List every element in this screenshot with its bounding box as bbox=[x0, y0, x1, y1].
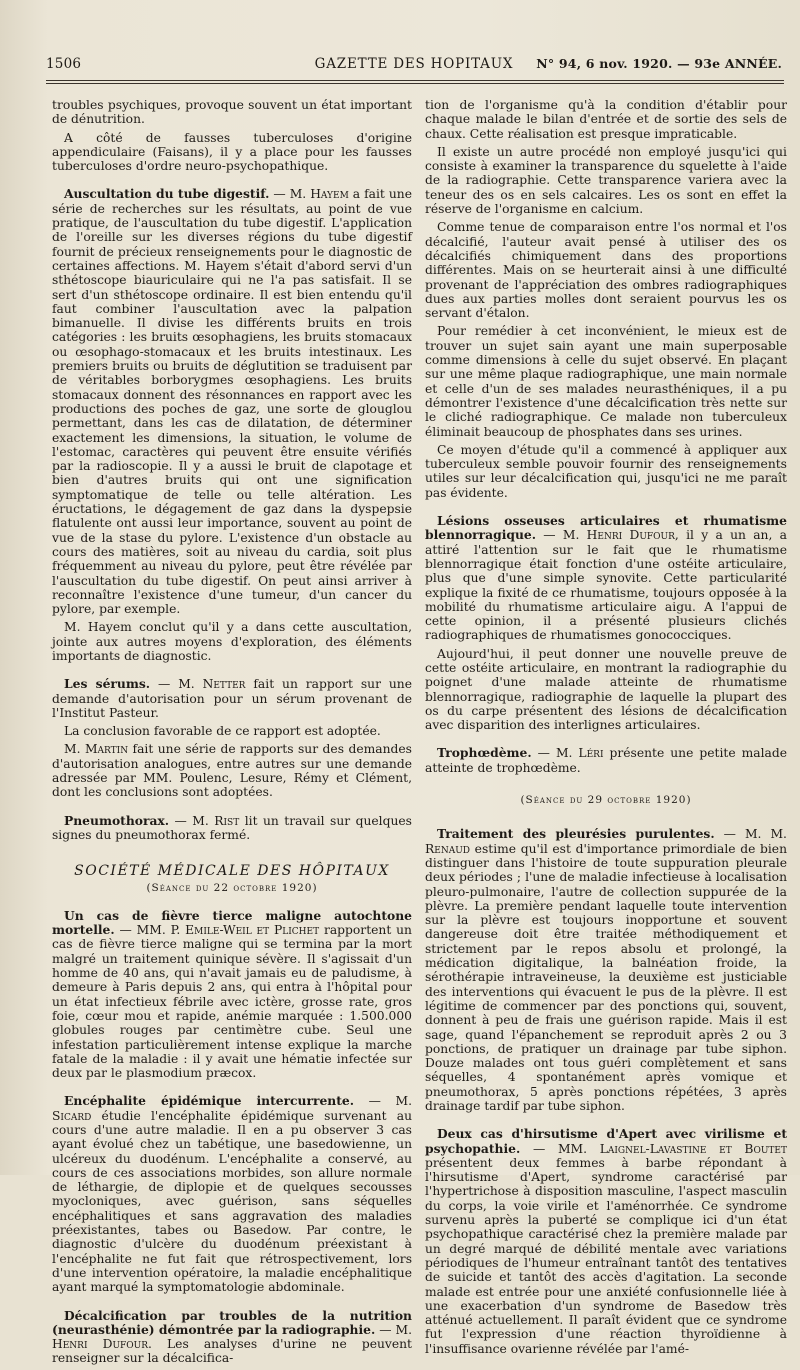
article-title: Trophœdème. bbox=[437, 745, 532, 761]
article-decalcification: Décalcification par troubles de la nutrition (neurasthénie) démontrée par la radiographie. — M. Henri Dufour. Les analyses d'urine ne peuvent renseigner sur la décalcifica- bbox=[52, 1307, 412, 1366]
paragraph: M. Hayem conclut qu'il y a dans cette auscultation, jointe aux autres moyens d'exploration, des éléments importants de diagnostic. bbox=[52, 620, 412, 663]
article-pneumothorax: Pneumothorax. — M. Rist lit un travail sur quelques signes du pneumothorax fermé. bbox=[52, 812, 412, 842]
paragraph: troubles psychiques, provoque souvent un état important de dénutrition. bbox=[52, 98, 412, 127]
paragraph: tion de l'organisme qu'à la condition d'établir pour chaque malade le bilan d'entrée et de sortie des sels de chaux. Cette réalisation est presque impraticable. bbox=[425, 98, 787, 141]
article-pleuresies: Traitement des pleurésies purulentes. — M. M. Renaud estime qu'il est d'importance primordiale de bien distinguer dans l'histoire de toute suppuration pleurale deux périodes ; l'une de maladie infectieuse à localisation pleuro-pulmonaire, l'autre de collection suppurée de la plèvre. La première pendant laquelle toute intervention sur la plèvre est toujours inopportune et souvent dangereuse doit être traitée méthodiquement et strictement par le repos absolu et prolongé, la médication digitalique, la balnéation froide, la sérothérapie intraveineuse, la deuxième est justiciable des interventions qui évacuent le pus de la plèvre. Il est légitime de commencer par des ponctions qui, souvent, donnent à peu de frais une guérison rapide. Mais il est sage, quand l'épanchement se reproduit après 2 ou 3 ponctions, de pratiquer un drainage par tube siphon. Douze malades ont tous guéri complètement et sans séquelles, 4 spontanément après vomique et pneumothorax, 5 après ponctions répétées, 3 après drainage tardif par tube siphon. bbox=[425, 826, 787, 1113]
article-title: Un cas de fièvre tierce maligne autochtone mortelle. bbox=[52, 907, 412, 938]
article-title: Les sérums. bbox=[64, 676, 151, 692]
article-title: Encéphalite épidémique intercurrente. bbox=[64, 1093, 354, 1109]
paragraph: Ce moyen d'étude qu'il a commencé à appliquer aux tuberculeux semble pouvoir fournir des renseignements utiles sur leur décalcification qui, jusqu'ici ne me paraît pas évidente. bbox=[425, 442, 787, 500]
author: M. Martin bbox=[64, 742, 129, 757]
article-title: Lésions osseuses articulaires et rhumatisme blennorragique. bbox=[425, 513, 787, 543]
paragraph: Comme tenue de comparaison entre l'os normal et l'os décalcifié, l'auteur avait pensé à utiliser des os décalcifiés chimiquement dans des proportions différentes. Mais on se heurterait ainsi à une difficulté provenant de l'appréciation des ombres radiographiques dues aux parties molles dont seraient pourvus les os servant d'étalon. bbox=[425, 220, 787, 321]
left-column bbox=[52, 98, 412, 1370]
page-header bbox=[46, 56, 782, 76]
article-body: a fait une série de recherches sur les résultats, au point de vue pratique, de l'auscultation du tube digestif. L'application de l'oreille sur les diverses régions du tube digestif fournit de précieux renseignements pour le diagnostic de certaines affections. M. Hayem s'était d'abord servi d'un sthétoscope biauriculaire qui ne l'a pas satisfait. Il se sert d'un sthétoscope ordinaire. Il est bien entendu qu'il faut combiner l'auscultation avec la palpation bimanuelle. Il divise les différents bruits en trois catégories : les bruits œsophagiens, les bruits stomacaux ou œsophago-stomacaux et les bruits intestinaux. Les premiers bruits ou bruits de déglutition se traduisent par de véritables borborygmes œsophagiens. Les bruits stomacaux donnent des résonnances en rapport avec les productions des poches de gaz, une sorte de glouglou permettant, dans les cas de dilatation, de déterminer exactement les dimensions, la situation, le volume de l'estomac, caractères qui peuvent être ensuite vérifiés par la radioscopie. Il y a aussi le bruit de clapotage et bien d'autres bruits qui ont une signification symptomatique de telle ou telle altération. Les éructations, le dégagement de gaz dans la dyspepsie flatulente ont aussi leur importance, souvent au point de vue de la stase du pylore. L'existence d'un obstacle au cours des matières, soit au niveau du cardia, soit plus fréquemment au niveau du pylore, peut être révélée par l'auscultation du tube digestif. On peut ainsi arriver à reconnaître l'existence d'une tumeur, d'un cancer du pylore, par exemple. bbox=[52, 187, 412, 617]
seance-date: (Séance du 22 octobre 1920) bbox=[146, 881, 318, 894]
article-auscultation: Auscultation du tube digestif. — M. Hayem a fait une série de recherches sur les résultats, au point de vue pratique, de l'auscultation du tube digestif. L'application de l'oreille sur les diverses régions du tube digestif fournit de précieux renseignements pour le diagnostic de certaines affections. M. Hayem s'était d'abord servi d'un sthétoscope biauriculaire qui ne l'a pas satisfait. Il se sert d'un sthétoscope ordinaire. Il est bien entendu qu'il faut combiner l'auscultation avec la palpation bimanuelle. Il divise les différents bruits en trois catégories : les bruits œsophagiens, les bruits stomacaux ou œsophago-stomacaux et les bruits intestinaux. Les premiers bruits ou bruits de déglutition se traduisent par de véritables borborygmes œsophagiens. Les bruits stomacaux donnent des résonnances en rapport avec les productions des poches de gaz, une sorte de glouglou permettant, dans les cas de dilatation, de déterminer exactement les dimensions, la situation, le volume de l'estomac, caractères qui peuvent être ensuite vérifiés par la radioscopie. Il y a aussi le bruit de clapotage et bien d'autres bruits qui ont une signification symptomatique de telle ou telle altération. Les éructations, le dégagement de gaz dans la dyspepsie flatulente ont aussi leur importance, souvent au point de vue de la stase du pylore. L'existence d'un obstacle au cours des matières, soit au niveau du cardia, soit plus fréquemment au niveau du pylore, peut être révélée par l'auscultation du tube digestif. On peut ainsi arriver à reconnaître l'existence d'une tumeur, d'un cancer du pylore, par exemple. bbox=[52, 186, 412, 617]
author: M. Sicard bbox=[52, 1094, 412, 1123]
article-body: fait un rapport sur une demande d'autorisation pour un sérum provenant de l'Institut Pasteur. bbox=[52, 677, 413, 720]
author: M. M. Renaud bbox=[425, 827, 787, 856]
article-serums: Les sérums. — M. Netter fait un rapport sur une demande d'autorisation pour un sérum provenant de l'Institut Pasteur. bbox=[52, 676, 413, 720]
article-lesions: Lésions osseuses articulaires et rhumatisme blennorragique. — M. Henri Dufour, il y a un an, a attiré l'attention sur le fait que le rhumatisme blennorragique était fonction d'une ostéite articulaire, plus que d'une simple synovite. Cette particularité explique la fixité de ce rhumatisme, toujours opposée à la mobilité du rhumatisme articulaire aigu. A l'appui de cette opinion, il a présenté plusieurs clichés radiographiques de rhumatismes gonococciques. bbox=[425, 513, 787, 643]
article-body: lit un travail sur quelques signes du pneumothorax fermé. bbox=[52, 813, 412, 842]
article-body: estime qu'il est d'importance primordiale de bien distinguer dans l'histoire de toute suppuration pleurale deux périodes ; l'une de maladie infectieuse à localisation pleuro-pulmonaire, l'autre de collection suppurée de la plèvre. La première pendant laquelle toute intervention sur la plèvre est toujours inopportune et souvent dangereuse doit être traitée méthodiquement et strictement par le repos absolu et prolongé, la médication digitalique, la balnéation froide, la sérothérapie intraveineuse, la deuxième est justiciable des interventions qui évacuent le pus de la plèvre. Il est légitime de commencer par des ponctions qui, souvent, donnent à peu de frais une guérison rapide. Mais il est sage, quand l'épanchement se reproduit après 2 ou 3 ponctions, de pratiquer un drainage par tube siphon. Douze malades ont tous guéri complètement et sans séquelles, 4 spontanément après vomique et pneumothorax, 5 après ponctions répétées, 3 après drainage tardif par tube siphon. bbox=[425, 841, 787, 1113]
society-heading: SOCIÉTÉ MÉDICALE DES HÔPITAUX bbox=[74, 863, 390, 880]
author: M. Henri Dufour. bbox=[52, 1322, 412, 1352]
article-title: Traitement des pleurésies purulentes. bbox=[437, 826, 715, 842]
paragraph: Aujourd'hui, il peut donner une nouvelle preuve de cette ostéite articulaire, en montrant la radiographie du poignet d'une malade atteinte de rhumatisme blennorragique, radiographie de laquelle la plupart des os du carpe présentent des lésions de décalcification avec disparition des interlignes articulaires. bbox=[425, 646, 787, 733]
article-title: Auscultation du tube digestif. bbox=[64, 186, 270, 202]
article-title: Décalcification par troubles de la nutrition (neurasthénie) démontrée par la radiographie. bbox=[52, 1307, 412, 1337]
paragraph: La conclusion favorable de ce rapport est adoptée. bbox=[64, 724, 381, 739]
paragraph: A côté de fausses tuberculoses d'origine appendiculaire (Faisans), il y a place pour les fausses tuberculoses d'ordre neuro-psychopathique. bbox=[52, 130, 412, 174]
article-body: présente une petite malade atteinte de trophœdème. bbox=[425, 746, 787, 775]
article-hirsutisme: Deux cas d'hirsutisme d'Apert avec virilisme et psychopathie. — MM. Laignel-Lavastine et Boutet présentent deux femmes à barbe répondant à l'hirsutisme d'Apert, syndrome caractérisé par l'hypertrichose à disposition masculine, l'aspect masculin du corps, la voie virile et l'aménorrhée. Ce syndrome survenu après la puberté se complique ici d'un état psychopathique caractérisé chez la première malade par un degré marqué de débilité mentale avec variations périodiques de l'humeur entraînant tantôt des tentatives de suicide et tantôt des accès d'agitation. La seconde malade est entrée pour une anxiété confusionnelle liée à une exacerbation d'un syndrome de Basedow très atténué actuellement. Il paraît évident que ce syndrome fut l'expression d'une réaction thyroïdienne à l'insuffisance ovarienne révélée par l'amé- bbox=[425, 1126, 787, 1356]
author: M. Hayem bbox=[289, 187, 349, 202]
right-column bbox=[425, 98, 787, 1360]
article-body: il y a un an, a attiré l'attention sur le fait que le rhumatisme blennorragique était fonction d'une ostéite articulaire, plus que d'une simple synovite. Cette particularité explique la fixité de ce rhumatisme, toujours opposée à la mobilité du rhumatisme articulaire aigu. A l'appui de cette opinion, il a présenté plusieurs clichés radiographiques de rhumatismes gonococciques. bbox=[425, 528, 787, 643]
article-title: Pneumothorax. bbox=[64, 812, 170, 828]
article-body: présentent deux femmes à barbe répondant à l'hirsutisme d'Apert, syndrome caractérisé par l'hypertrichose à disposition masculine, l'aspect masculin du corps, la voie virile et l'aménorrhée. Ce syndrome survenu après la puberté se complique ici d'un état psychopathique caractérisé chez la première malade par un degré marqué de débilité mentale avec variations périodiques de l'humeur entraînant tantôt des tentatives de suicide et tantôt des accès d'agitation. La seconde malade est entrée pour une anxiété confusionnelle liée à une exacerbation d'un syndrome de Basedow très atténué actuellement. Il paraît évident que ce syndrome fut l'expression d'une réaction thyroïdienne à l'insuffisance ovarienne révélée par l'amé- bbox=[425, 1155, 787, 1356]
author: MM. Laignel-Lavastine et Boutet bbox=[557, 1141, 787, 1156]
journal-title: GAZETTE DES HOPITAUX bbox=[314, 56, 514, 72]
article-martin bbox=[52, 742, 412, 799]
paragraph: Pour remédier à cet inconvénient, le mieux est de trouver un sujet sain ayant une main superposable comme dimensions à celle du sujet observé. En plaçant sur une même plaque radiographique, une main normale et celle d'un de ses malades neurasthéniques, il a pu démontrer l'existence d'une décalcification très nette sur le cliché radiographique. Ce malade non tuberculeux éliminait beaucoup de phosphates dans ses urines. bbox=[425, 324, 787, 439]
page-number: 1506 bbox=[46, 56, 82, 72]
article-trophoedeme: Trophœdème. — M. Léri présente une petite malade atteinte de trophœdème. bbox=[425, 745, 787, 775]
author: M. Léri bbox=[555, 746, 604, 761]
article-body: rapportent un cas de fièvre tierce maligne qui se termina par la mort malgré un traitement quinique sévère. Il s'agissait d'un homme de 40 ans, qui n'avait jamais eu de paludisme, à demeure à Paris depuis 2 ans, qui entra à l'hôpital pour un état infectieux fébrile avec ictère, grosse rate, gros foie, cœur mou et rapide, anémie marquée : 1.500.000 globules rouges par centimètre cube. Seul une infestation particulièrement intense explique la marche fatale de la maladie : il y avait une hématie infectée sur deux par le plasmodium præcox. bbox=[52, 923, 412, 1081]
author: M. Rist bbox=[192, 813, 240, 828]
author: M. Netter bbox=[178, 677, 246, 692]
seance-date: (Séance du 29 octobre 1920) bbox=[520, 794, 692, 807]
article-body: Les analyses d'urine ne peuvent renseigner sur la décalcifica- bbox=[52, 1337, 412, 1366]
article-fievre: Un cas de fièvre tierce maligne autochtone mortelle. — MM. P. Emile-Weil et Plichet rapportent un cas de fièvre tierce maligne qui se termina par la mort malgré un traitement quinique sévère. Il s'agissait d'un homme de 40 ans, qui n'avait jamais eu de paludisme, à demeure à Paris depuis 2 ans, qui entra à l'hôpital pour un état infectieux fébrile avec ictère, grosse rate, gros foie, cœur mou et rapide, anémie marquée : 1.500.000 globules rouges par centimètre cube. Seul une infestation particulièrement intense explique la marche fatale de la maladie : il y avait une hématie infectée sur deux par le plasmodium præcox. bbox=[52, 907, 412, 1081]
issue-info: N° 94, 6 nov. 1920. — 93e ANNÉE. bbox=[536, 56, 782, 71]
article-body: étudie l'encéphalite épidémique survenant au cours d'une autre maladie. Il en a pu observer 3 cas ayant évolué chez un tabétique, une basedowienne, un ulcéreux du duodénum. L'encéphalite a conservé, au cours de ces associations morbides, son allure normale de léthargie, de diplopie et de quelques secousses myocloniques, avec guérison, sans séquelles encéphalitiques et sans aggravation des maladies préexistantes, tabes ou Basedow. Par contre, le diagnostic d'ulcère du duodénum préexistant à l'encéphalite ne fut fait que rétrospectivement, lors d'une intervention opératoire, la maladie encéphalitique ayant marqué la symptomatologie abdominale. bbox=[52, 1108, 412, 1295]
article-title: Deux cas d'hirsutisme d'Apert avec virilisme et psychopathie. bbox=[425, 1126, 787, 1156]
author: MM. P. Emile-Weil et Plichet bbox=[136, 923, 320, 938]
article-encephalite: Encéphalite épidémique intercurrente. — M. Sicard étudie l'encéphalite épidémique survenant au cours d'une autre maladie. Il en a pu observer 3 cas ayant évolué chez un tabétique, une basedowienne, un ulcéreux du duodénum. L'encéphalite a conservé, au cours de ces associations morbides, son allure normale de léthargie, de diplopie et de quelques secousses myocloniques, avec guérison, sans séquelles encéphalitiques et sans aggravation des maladies préexistantes, tabes ou Basedow. Par contre, le diagnostic d'ulcère du duodénum préexistant à l'encéphalite ne fut fait que rétrospectivement, lors d'une intervention opératoire, la maladie encéphalitique ayant marqué la symptomatologie abdominale. bbox=[52, 1093, 412, 1295]
article-body: fait une série de rapports sur des demandes d'autorisation analogues, entre autres sur une demande adressée par MM. Poulenc, Lesure, Rémy et Clément, dont les conclusions sont adoptées. bbox=[52, 742, 412, 800]
paragraph: Il existe un autre procédé non employé jusqu'ici qui consiste à examiner la transparence du squelette à l'aide de la radiographie. Cette transparence variera avec la teneur des os en sels calcaires. Les os sont en effet la réserve de l'organisme en calcium. bbox=[425, 144, 787, 217]
header-rule bbox=[46, 80, 784, 84]
author: M. Henri Dufour, bbox=[562, 528, 679, 543]
